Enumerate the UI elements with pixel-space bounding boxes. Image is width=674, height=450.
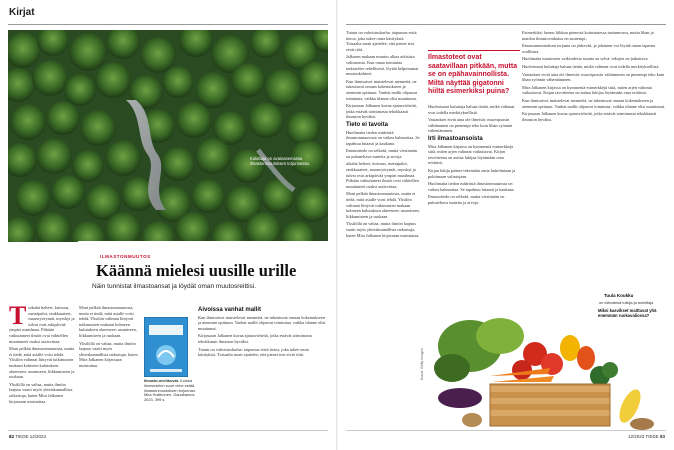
paragraph: Huolimatta tiedon määrästä ilmastonmuutosta on vaikea hahmottaa. Se tapahtuu hitaasti ja kaukana.	[428, 181, 515, 192]
paragraph: Huolestunut kuluttaja haluaa tietää, mitkä valinnat ovat todella merkityksellisiä.	[428, 104, 515, 115]
paragraph: Tutuin on vahvistusharha: taipumus etsiä tietoa, joka tukee omia käsityksiä. Toisaalta moni ajattelee, että pienet teot eivät riitä.	[198, 346, 309, 358]
paragraph: Vastaukset eivät aina ole ilmeisiä: muovipussin välttäminen on pienempi teko kuin lihan syönnin vähentäminen.	[428, 117, 513, 134]
pull-quote: Ilmastoteot ovat saatavillaan pitkään, mutta se on epähavainnollista. Miltä näyttää gigatonni hiiltä esimerkiksi puina?	[428, 54, 518, 96]
page-gutter	[336, 0, 338, 450]
footer-rule-left	[8, 430, 328, 431]
article-kicker: ILMASTONMUUTOS	[100, 254, 151, 259]
forest-aerial-photo	[8, 30, 328, 242]
paragraph: Kirjassaan Jalkanen kuvaa ajatusvirheitä, jotka estävät toimimasta tehokkaasti ilmaston hyväksi.	[522, 111, 657, 122]
paragraph: Kun ihmisaivot muistelevat menneitä, ne tukeutuvat omaan kokemukseen ja aiemmin opittuun. Vanhat mallit ohjaavat toimintaa, vaikka tilanne olisi muuttunut.	[522, 97, 666, 109]
book-caption	[144, 379, 199, 403]
paragraph: Kirjassaan Jalkanen kuvaa ajatusvirheitä, jotka estävät toimimasta tehokkaasti ilmaston hyväksi.	[346, 103, 417, 120]
paragraph: Moni pelkää ilmastonmuutosta, mutta ei tiedä, mitä asialle voisi tehdä. Yksilön valinnat liittyvät tutkimusten mukaan kolmeen kulutuksen alueeseen: asumiseen, liikkumiseen ja ruokaan.	[79, 305, 137, 338]
paragraph: Tutuin on vahvistusharha: taipumus etsiä tietoa, joka tukee omia käsityksiä. Toisaalta moni ajattelee, että pienet teot eivät riitä.	[346, 30, 417, 52]
top-rule-right	[346, 24, 666, 25]
paragraph: Yksilöllä on valtaa, mutta ilmiön laajuus vaatii myös yhteiskunnallisia ratkaisuja, kuten Mira Jalkanen kirjassaan muistuttaa.	[9, 381, 73, 404]
paragraph: Mira Jalkanen kirjassa on kymmeniä esimerkkejä siitä, miten arjen valinnat vaikuttavat. Kirjan tavoitteena on auttaa lukijaa löytämään oma reittinsä.	[428, 143, 514, 166]
paragraph: Huolimatta tiedon määrästä ilmastonmuutosta on vaikea hahmottaa. Se tapahtuu hitaasti ja kaukana.	[346, 129, 420, 146]
paragraph: uikalat helteet, kuivuus, metsäpalot, rankkasateet, maanvyörymät, myrskyt ja tulvat ovat arkipäivää ympäri maailmaa. Pitkään vaikuttaneet ilmiöt ovat vähitellen muuttuneet osaksi uutisvirtaa.	[346, 161, 419, 189]
paragraph: Ilmastonmuutoksen torjunta on järkevää, ja jokainen voi löytää oman tapansa osallistua.	[522, 43, 656, 54]
text-column-2	[198, 305, 326, 427]
paragraph: Huolimatta muutosten vaikeudesta suunta on selvä: tekojen on jatkuttava.	[522, 56, 649, 62]
paragraph: Mira Jalkanen kirjassa on kymmeniä esimerkkejä siitä, miten arjen valinnat vaikuttavat. Kirjan tavoitteena on auttaa lukijaa löytämään oma reittinsä.	[522, 84, 652, 96]
author-description: on elämänsä tutkija ja toimittaja	[599, 300, 654, 305]
photo-credit: Kuvat: Getty Images	[420, 348, 424, 380]
paragraph: Ilmastotiede on selkeää, mutta viestinnän on puhuteltava tunteita ja arvoja.	[428, 194, 505, 205]
brand-left: TIEDE	[15, 434, 29, 439]
issue-right: 12/2023	[628, 434, 645, 439]
page-number-left: 82	[9, 434, 15, 439]
subheading: Tieto ei tavoita	[346, 121, 388, 128]
text-column-1	[9, 305, 75, 427]
book-caption-title: Ilmasto-mielikuvat.	[144, 378, 180, 383]
subheading: Aivoissa vanhat mallit	[198, 307, 262, 313]
footer-rule-right	[346, 430, 666, 431]
text-column-5	[522, 30, 666, 292]
text-column-1b	[79, 305, 139, 427]
text-column-3	[346, 30, 420, 426]
brand-right: TIEDE	[645, 434, 659, 439]
paragraph: Yksilöllä on valtaa, mutta ilmiön laajuus vaatii myös yhteiskunnallisia ratkaisuja, kuten Mira Jalkanen kirjassaan muistuttaa.	[79, 340, 138, 368]
paragraph: Kirjan lukija pääsee tekemään omia laskelmiaan ja pohtimaan valintojaan.	[428, 167, 516, 179]
book-cover	[144, 317, 188, 377]
book-caption-body: Kuinka ihmismielen suuri virhe estää ilmastonmuutoksen torjunnan. Mira Hulkkonen. Gaudeamus 2023. 399 s.	[144, 378, 196, 403]
article-headline: Käännä mielesi uusille urille	[96, 261, 297, 280]
vegetables-caption: Miksi kasvikset maittavat yhä enemmän ruokavaliossa?	[598, 308, 657, 319]
paragraph: Vastaukset eivät aina ole ilmeisiä: muovipussin välttäminen on pienempi teko kuin lihan syönnin vähentäminen.	[522, 71, 665, 83]
paragraph: Moni pelkää ilmastonmuutosta, mutta ei tiedä, mitä asialle voisi tehdä. Yksilön valinnat liittyvät tutkimusten mukaan kolmeen kulutuksen alueeseen: asumiseen, liikkumiseen ja ruokaan.	[346, 191, 420, 219]
footer-right	[628, 434, 665, 439]
text-column-4	[428, 104, 518, 304]
paragraph: Kirjassaan Jalkanen kuvaa ajatusvirheitä, jotka estävät toimimasta tehokkaasti ilmaston hyväksi.	[198, 333, 312, 344]
issue-left: 12/2023	[29, 434, 46, 439]
drop-cap: T	[9, 305, 27, 330]
paragraph: Ilmastotiede on selkeää, mutta viestinnän on puhuteltava tunteita ja arvoja.	[346, 148, 417, 159]
paragraph: Esimerkiksi luomu liikkuu pienessä kotimaisessa tuotannossa, mutta lihan ja maidon ilmastovaikutus on suurempi.	[522, 30, 654, 41]
paragraph: uikalat helteet, kuivuus, metsäpalot, rankkasateet, maanvyörymät, myrskyt ja tulvat ovat arkipäivää ympäri maailmaa. Pitkään vaikuttaneet ilmiöt ovat vähitellen muuttuneet osaksi uutisvirtaa.	[9, 305, 75, 344]
footer-left	[9, 434, 46, 439]
paragraph: Kun ihmisaivot muistelevat menneitä, ne tukeutuvat omaan kokemukseen ja aiemmin opittuun. Vanhat mallit ohjaavat toimintaa, vaikka tilanne olisi muuttunut.	[346, 78, 418, 101]
pullquote-rule	[428, 50, 520, 51]
top-rule-left	[8, 24, 328, 25]
vegetables-crate-photo	[430, 306, 666, 430]
subheading: Irti ilmastoansoista	[428, 135, 483, 142]
paragraph: Moni pelkää ilmastonmuutosta, mutta ei tiedä, mitä asialle voisi tehdä. Yksilön valinnat liittyvät tutkimusten mukaan kolmeen kulutuksen alueeseen: asumiseen, liikkumiseen ja ruokaan.	[9, 346, 75, 380]
section-label: Kirjat	[9, 7, 35, 18]
photo-caption: Kuluttaja on avainasemassa ilmastonmuutoksen torjunnassa.	[250, 156, 311, 166]
paragraph: Jalkasen mukaan muutos alkaa arkisista valinnoista. Kun omaa toimintaa tarkastelee rehellisesti, löytää helpoimmat muutoskohteet.	[346, 54, 419, 77]
article-deck: Näin tunnistat ilmastoansat ja löydät oman muutosreittisi.	[92, 283, 257, 290]
author-signature: Tuula Koukku	[604, 293, 634, 298]
paragraph: Huolestunut kuluttaja haluaa tietää, mitkä valinnat ovat todella merkityksellisiä.	[522, 63, 660, 69]
paragraph: Kun ihmisaivot muistelevat menneitä, ne tukeutuvat omaan kokemukseen ja aiemmin opittuun. Vanhat mallit ohjaavat toimintaa, vaikka tilanne olisi muuttunut.	[198, 314, 326, 331]
paragraph: Yksilöllä on valtaa, mutta ilmiön laajuus vaatii myös yhteiskunnallisia ratkaisuja, kuten Mira Jalkanen kirjassaan muistuttaa.	[346, 221, 420, 238]
page-number-right: 83	[659, 434, 665, 439]
